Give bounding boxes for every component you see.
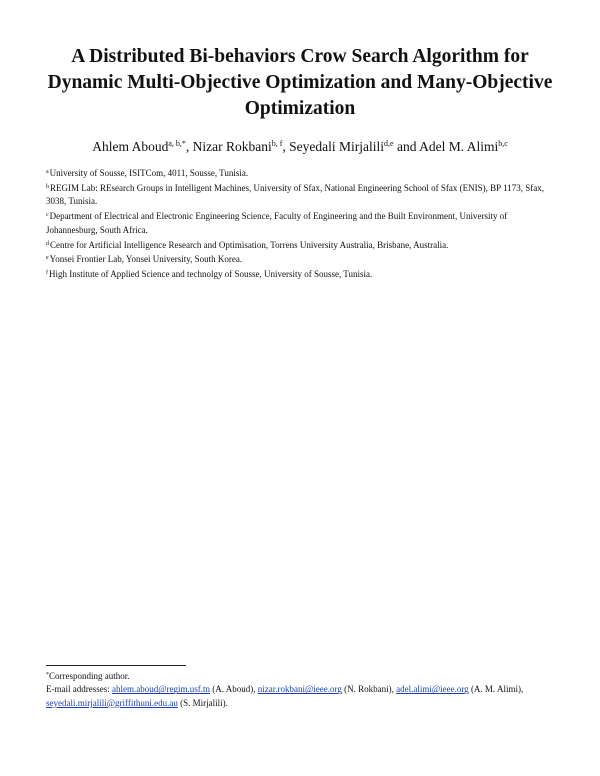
email-addresses <box>46 683 554 710</box>
affiliation-marker: b <box>46 183 49 190</box>
author-separator: , <box>282 139 290 154</box>
affiliation <box>46 210 554 237</box>
author-affil-marks: d,e <box>384 139 394 148</box>
footnote-divider <box>46 665 186 666</box>
affiliation-text: High Institute of Applied Science and technolgy of Sousse, University of Sousse, Tunisia. <box>49 269 373 280</box>
affiliation <box>46 253 554 267</box>
affiliation-text: Department of Electrical and Electronic Engineering Science, Faculty of Engineering and the Built Environment, University of Johannesburg, South Africa. <box>46 211 508 235</box>
corresponding-author-label: Corresponding author. <box>49 671 130 681</box>
author-separator: and <box>393 139 420 154</box>
affiliation <box>46 182 554 209</box>
email-owner: (N. Rokbani), <box>341 684 397 695</box>
email-owner: (A. Aboud), <box>210 684 258 695</box>
affiliation-text: Yonsei Frontier Lab, Yonsei University, South Korea. <box>49 254 243 265</box>
title-line: Dynamic Multi-Objective Optimization and Many-Objective <box>47 72 553 93</box>
email-owner: (S. Mirjalili). <box>177 697 228 708</box>
author-name: Seyedali Mirjalili <box>289 139 385 154</box>
affiliation-text: University of Sousse, ISITCom, 4011, Sousse, Tunisia. <box>49 168 249 178</box>
author-affil-marks: a, b,* <box>168 139 186 148</box>
author-name: Ahlem Aboud <box>92 139 169 154</box>
email-label: E-mail addresses: <box>46 684 112 695</box>
footnote <box>46 670 554 710</box>
affiliation <box>46 268 554 282</box>
affiliation-marker: c <box>46 212 49 219</box>
email-link[interactable]: seyedali.mirjalili@griffithuni.edu.au <box>46 697 178 708</box>
paper-title <box>30 44 570 122</box>
author-affil-marks: b, f <box>271 139 283 148</box>
author-name: Nizar Rokbani <box>192 139 272 154</box>
author-separator: , <box>185 139 193 154</box>
affiliation-marker: f <box>46 270 48 277</box>
corresponding-author-note <box>46 670 554 683</box>
affiliation-list <box>46 167 554 283</box>
email-owner: (A. M. Alimi), <box>468 684 524 695</box>
author-list <box>30 138 570 156</box>
email-link[interactable]: ahlem.aboud@regim.usf.tn <box>111 684 210 695</box>
affiliation-marker: e <box>46 255 49 262</box>
email-link[interactable]: nizar.rokbani@ieee.org <box>257 684 342 695</box>
affiliation-text: REGIM Lab: REsearch Groups in Intelligent Machines, University of Sfax, National Engineering School of Sfax (ENIS), BP 1173, Sfax, 3038, Tunisia. <box>46 182 544 207</box>
affiliation-text: Centre for Artificial Intelligence Research and Optimisation, Torrens University Australia, Brisbane, Australia. <box>50 239 449 250</box>
title-line: A Distributed Bi-behaviors Crow Search Algorithm for <box>71 46 529 67</box>
author-affil-marks: b,c <box>498 139 508 148</box>
affiliation-marker: d <box>46 240 49 247</box>
affiliation <box>46 239 554 253</box>
title-line: Optimization <box>244 98 356 119</box>
affiliation <box>46 167 554 181</box>
affiliation-marker: a <box>46 169 49 175</box>
email-link[interactable]: adel.alimi@ieee.org <box>396 684 469 695</box>
footnote-marker: * <box>46 672 49 678</box>
author-name: Adel M. Alimi <box>419 139 499 154</box>
